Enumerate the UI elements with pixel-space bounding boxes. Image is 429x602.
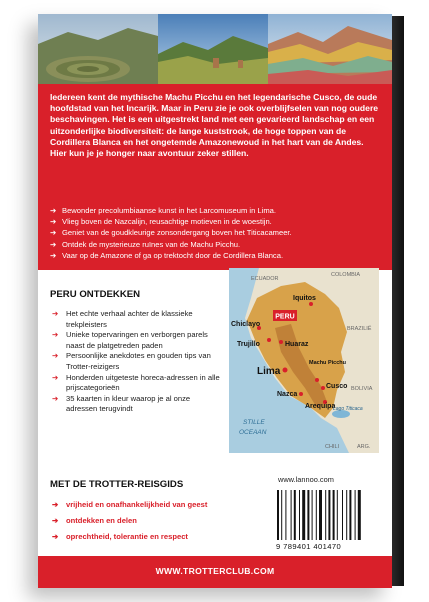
arrow-icon: ➔ [50, 228, 57, 238]
city-marker [321, 386, 325, 390]
peru-map [229, 268, 379, 453]
list-item: ➔ oprechtheid, tolerantie en respect [52, 529, 272, 545]
photo-strip [38, 14, 392, 84]
arrow-icon: ➔ [52, 372, 59, 382]
map-label-colombia: COLOMBIA [331, 272, 361, 278]
list-item: ➔ Ontdek de mysterieuze ruïnes van de Machu Picchu. [50, 239, 241, 249]
map-city-cusco: Cusco [326, 383, 348, 390]
list-item: ➔ Vaar op de Amazone of ga op trektocht door de Cordillera Blanca. [50, 250, 284, 260]
discover-heading: PERU ONTDEKKEN [50, 289, 141, 300]
map-city-arequipa: Arequipa [305, 403, 336, 410]
map-label-bolivia: BOLIVIA [351, 386, 373, 392]
book-spine [392, 16, 404, 586]
barcode-icon [275, 488, 381, 542]
arrow-icon: ➔ [52, 393, 59, 403]
city-marker [279, 340, 283, 344]
map-city-iquitos: Iquitos [293, 295, 316, 302]
trotter-values-list [52, 497, 272, 545]
map-label-argentina: ARG. [357, 444, 371, 450]
discover-list [52, 309, 222, 415]
country-badge-label: PERU [275, 313, 295, 321]
intro-panel [38, 84, 392, 270]
arrow-icon: ➔ [50, 239, 57, 249]
list-item: ➔ Geniet van de goudkleurige zonsondergang boven het Titicacameer. [50, 228, 292, 238]
trotter-heading: MET DE TROTTER-REISGIDS [50, 479, 184, 490]
intro-text: Iedereen kent de mythische Machu Picchu en het legendarische Cusco, de oude hoofdstad van het Incarijk. Maar in Peru zie je ook overblijfselen van nog oudere beschavingen. Het is een uitgestrekt land met een gevarieerd landschap en een uitzonderlijke biodiversiteit: de lange kuststrook, de hoge toppen van de Cordillera Blanca en het ongetemde Amazonewoud in het hart van de Andes. Hier kun je je honger naar avontuur zeker stillen. [50, 92, 379, 159]
isbn-number: 9 789401 401470 [276, 542, 342, 551]
list-item: ➔ Unieke topervaringen en verborgen parels naast de platgetreden paden [52, 330, 208, 350]
list-item: ➔ Honderden uitgeteste horeca-adressen in alle prijscategorieën [52, 372, 220, 393]
map-city-lima: Lima [257, 366, 281, 377]
footer-bar [38, 556, 392, 588]
map-label-brazil: BRAZILIË [347, 326, 372, 332]
map-city-nazca: Nazca [277, 391, 298, 398]
arrow-icon: ➔ [52, 500, 59, 509]
map-city-chiclayo: Chiclayo [231, 321, 261, 328]
arrow-icon: ➔ [50, 217, 57, 227]
highlights-list [50, 205, 380, 261]
list-item: ➔ vrijheid en onafhankelijkheid van geest [52, 497, 272, 513]
list-item: ➔ Bewonder precolumbiaanse kunst in het Larcomuseum in Lima. [50, 206, 277, 215]
arrow-icon: ➔ [52, 309, 59, 318]
list-item: ➔ Het echte verhaal achter de klassieke trekpleisters [52, 309, 193, 329]
map-city-machu-picchu: Machu Picchu [309, 360, 346, 366]
publisher-website: www.lannoo.com [278, 475, 334, 484]
city-marker [309, 302, 313, 306]
city-marker [283, 368, 288, 373]
city-marker [315, 378, 319, 382]
map-city-trujillo: Trujillo [237, 341, 260, 348]
map-ocean-label: STILLE [243, 419, 265, 426]
arrow-icon: ➔ [52, 351, 59, 361]
landscape-photos [38, 14, 392, 84]
footer-url: WWW.TROTTERCLUB.COM [155, 566, 275, 576]
map-label-ecuador: ECUADOR [251, 276, 279, 282]
map-ocean-label: OCEAAN [239, 429, 267, 436]
book-back-cover [38, 14, 392, 588]
city-marker [299, 392, 303, 396]
arrow-icon: ➔ [52, 532, 59, 541]
list-item: ➔ Vlieg boven de Nazcalijn, reusachtige motieven in de woestijn. [50, 217, 272, 227]
city-marker [267, 338, 271, 342]
map-label-chile: CHILI [325, 444, 340, 450]
map-lake-label: Lago Titicaca [333, 406, 363, 412]
arrow-icon: ➔ [52, 516, 59, 525]
arrow-icon: ➔ [50, 206, 57, 215]
arrow-icon: ➔ [52, 330, 59, 340]
map-city-huaraz: Huaraz [285, 341, 309, 348]
arrow-icon: ➔ [50, 250, 57, 260]
list-item: ➔ Persoonlijke anekdotes en gouden tips van Trotter-reizigers [52, 351, 211, 371]
list-item: ➔ ontdekken en delen [52, 513, 272, 529]
list-item: ➔ 35 kaarten in kleur waarop je al onze adressen terugvindt [52, 393, 191, 414]
